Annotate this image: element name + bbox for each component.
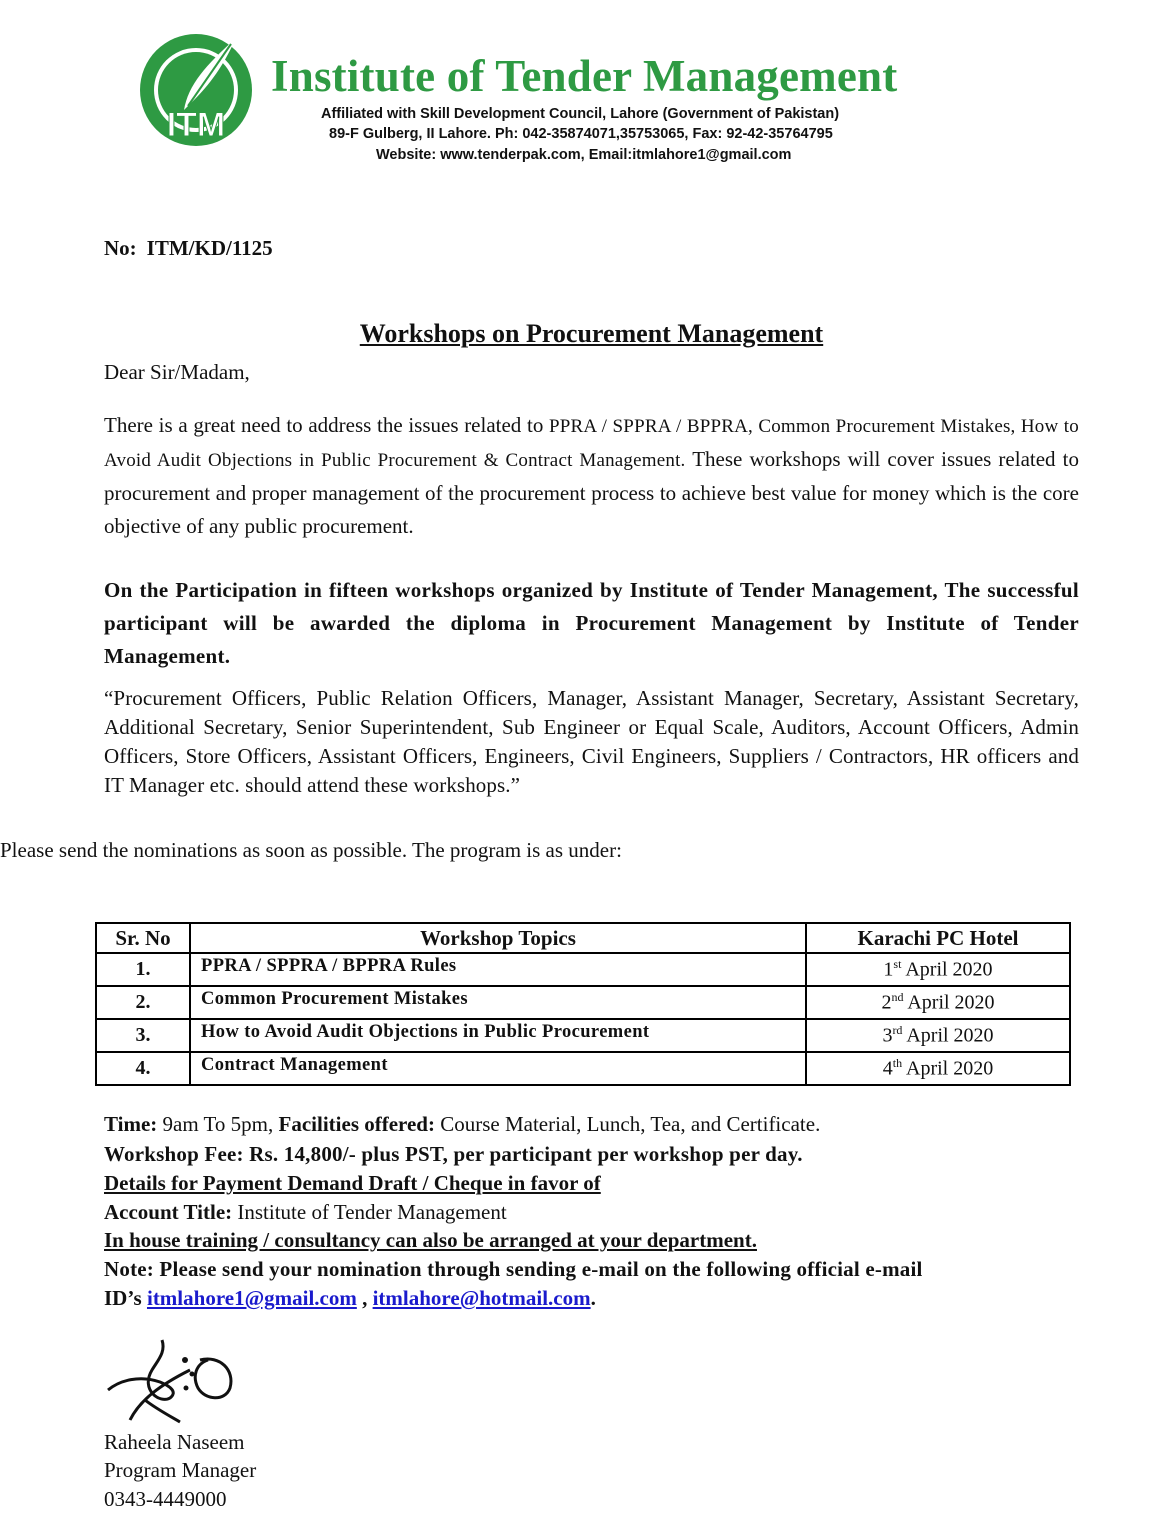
intro-text-a: There is a great need to address the issues related to	[104, 413, 550, 437]
row-sr: 1.	[96, 953, 190, 986]
table-header-row	[96, 923, 1070, 953]
row-sr: 4.	[96, 1052, 190, 1085]
account-title-line	[104, 1198, 507, 1227]
diploma-paragraph: On the Participation in fifteen workshops organized by Institute of Tender Management, The successful participant will be awarded the diploma in Procurement Management by Institute of Tender Management.	[104, 578, 1079, 668]
nomination-request: Please send the nominations as soon as possible. The program is as under:	[0, 838, 622, 862]
letter-title: Workshops on Procurement Management	[359, 319, 824, 348]
header-workshop-topics: Workshop Topics	[190, 923, 806, 953]
row-date: 4th April 2020	[806, 1052, 1070, 1085]
itm-logo	[136, 30, 256, 150]
reference-value: ITM/KD/1125	[146, 236, 273, 260]
facilities-value: Course Material, Lunch, Tea, and Certificate.	[434, 1112, 821, 1136]
row-sr: 2.	[96, 986, 190, 1019]
header-sr-no: Sr. No	[96, 923, 190, 953]
salutation: Dear Sir/Madam,	[104, 360, 250, 384]
payment-heading: Details for Payment Demand Draft / Cheque in favor of	[104, 1171, 601, 1195]
row-date: 2nd April 2020	[806, 986, 1070, 1019]
reference-number	[104, 236, 273, 261]
email-separator: ,	[356, 1286, 373, 1310]
signature-image	[100, 1330, 240, 1425]
account-value: Institute of Tender Management	[232, 1200, 507, 1224]
logo-letters: ITM	[166, 106, 226, 144]
reference-label: No:	[104, 236, 137, 260]
workshop-fee: Workshop Fee: Rs. 14,800/- plus PST, per participant per workshop per day.	[104, 1142, 803, 1166]
intro-text-c: These workshops will cover issues related to procurement and proper management of the procurement process to achieve best value for money which is the core objective of any public procurement.	[104, 447, 1079, 538]
signatory-designation: Program Manager	[104, 1458, 257, 1482]
organization-name: Institute of Tender Management	[271, 51, 898, 101]
table-row	[96, 1019, 1070, 1052]
email-link-hotmail[interactable]: itmlahore@hotmail.com	[372, 1286, 591, 1310]
nomination-note: Note: Please send your nomination through sending e-mail on the following official e-mail	[104, 1257, 923, 1281]
time-facilities-line	[104, 1110, 820, 1139]
intro-paragraph	[104, 409, 1079, 543]
table-row	[96, 986, 1070, 1019]
signatory-phone: 0343-4449000	[104, 1487, 227, 1511]
email-line: ID’s itmlahore1@gmail.com , itmlahore@hotmail.com.	[104, 1286, 596, 1310]
time-value: 9am To 5pm,	[157, 1112, 279, 1136]
affiliation-line: Affiliated with Skill Development Council, Lahore (Government of Pakistan)	[321, 106, 840, 122]
row-topic: Common Procurement Mistakes	[190, 986, 806, 1019]
row-date: 3rd April 2020	[806, 1019, 1070, 1052]
website-email-line: Website: www.tenderpak.com, Email:itmlahore1@gmail.com	[376, 147, 792, 163]
intro-text-topics: PPRA / SPPRA / BPPRA, Common Procurement Mistakes, How to Avoid Audit Objections in Public Procurement & Contract Management.	[104, 416, 1079, 471]
row-topic: PPRA / SPPRA / BPPRA Rules	[190, 953, 806, 986]
row-topic: How to Avoid Audit Objections in Public Procurement	[190, 1019, 806, 1052]
time-label: Time:	[104, 1112, 158, 1136]
row-sr: 3.	[96, 1019, 190, 1052]
header-venue: Karachi PC Hotel	[806, 923, 1070, 953]
signatory-name: Raheela Naseem	[104, 1430, 245, 1454]
row-date: 1st April 2020	[806, 953, 1070, 986]
program-table	[95, 922, 1071, 1086]
inhouse-training-note: In house training / consultancy can also be arranged at your department.	[104, 1228, 757, 1252]
row-topic: Contract Management	[190, 1052, 806, 1085]
address-line: 89-F Gulberg, II Lahore. Ph: 042-35874071,35753065, Fax: 92-42-35764795	[329, 126, 833, 142]
table-row	[96, 1052, 1070, 1085]
account-label: Account Title:	[104, 1200, 233, 1224]
audience-paragraph: “Procurement Officers, Public Relation Officers, Manager, Assistant Manager, Secretary, Assistant Secretary, Additional Secretary, Senior Superintendent, Sub Engineer or Equal Scale, Auditors, Account Officers, Admin Officers, Store Officers, Assistant Officers, Engineers, Civil Engineers, Suppliers / Contractors, HR officers and IT Manager etc. should attend these workshops.”	[104, 686, 1079, 797]
email-prefix: ID’s	[104, 1286, 147, 1310]
facilities-label: Facilities offered:	[278, 1112, 435, 1136]
email-link-gmail[interactable]: itmlahore1@gmail.com	[146, 1286, 357, 1310]
table-row	[96, 953, 1070, 986]
